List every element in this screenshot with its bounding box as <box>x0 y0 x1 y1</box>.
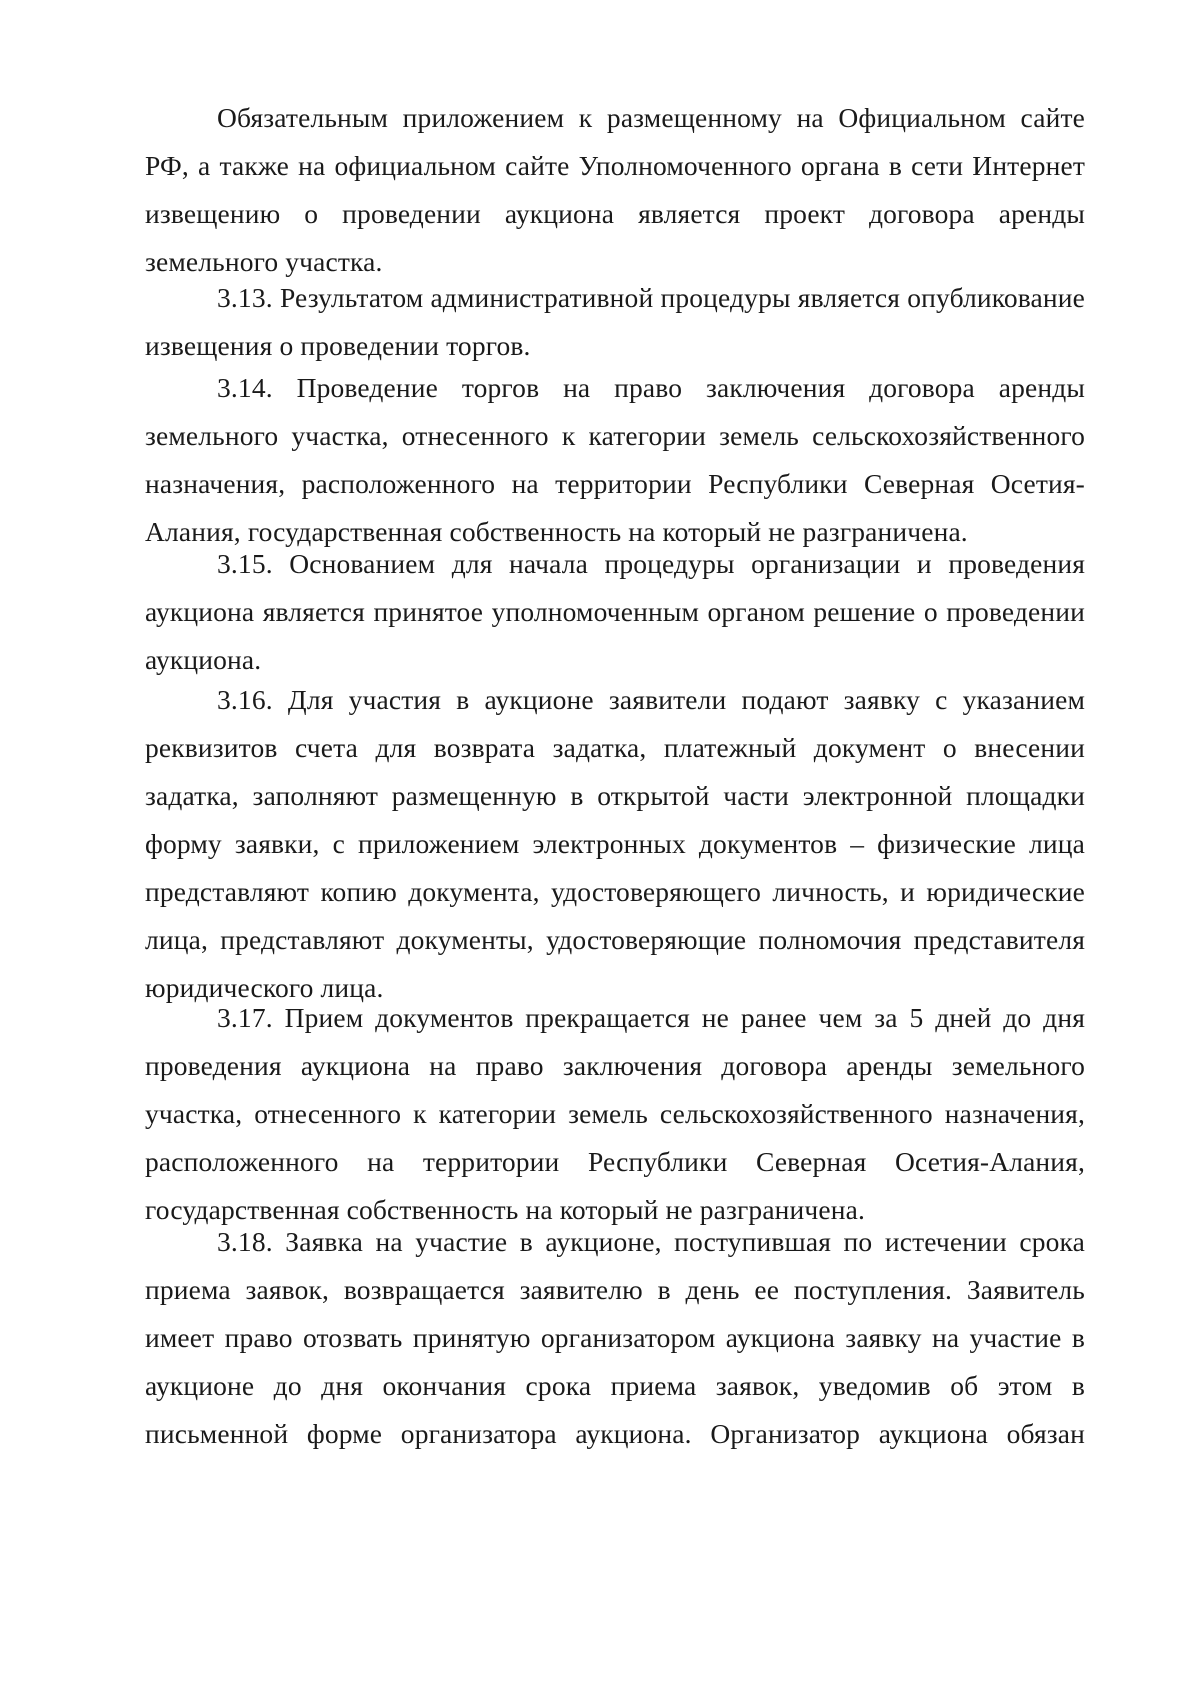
paragraph-3-17 <box>145 994 1085 1234</box>
paragraph-text: Результатом административной процедуры является опубликование извещения о проведении торгов. <box>145 282 1085 361</box>
paragraph-number: 3.15. <box>217 548 273 579</box>
paragraph-text: Проведение торгов на право заключения договора аренды земельного участка, отнесенного к категории земель сельскохозяйственного назначения, расположенного на территории Республики Северная Осетия-Алания, государственная собственность на который не разграничена. <box>145 372 1085 547</box>
paragraph-text: Заявка на участие в аукционе, поступившая по истечении срока приема заявок, возвращается заявителю в день ее поступления. Заявитель имеет право отозвать принятую организатором аукциона заявку на участие в аукционе до дня окончания срока приема заявок, уведомив об этом в письменной форме организатора аукциона. Организатор аукциона обязан <box>145 1226 1085 1449</box>
paragraph-number: 3.16. <box>217 684 273 715</box>
paragraph-3-16 <box>145 676 1085 1012</box>
paragraph-text: Обязательным приложением к размещенному на Официальном сайте РФ, а также на официальном сайте Уполномоченного органа в сети Интернет извещению о проведении аукциона является проект договора аренды земельного участка. <box>145 102 1085 277</box>
paragraph-number: 3.17. <box>217 1002 273 1033</box>
paragraph-3-15 <box>145 540 1085 684</box>
paragraph-text: Для участия в аукционе заявители подают заявку с указанием реквизитов счета для возврата задатка, платежный документ о внесении задатка, заполняют размещенную в открытой части электронной площадки форму заявки, с приложением электронных документов – физические лица представляют копию документа, удостоверяющего личность, и юридические лица, представляют документы, удостоверяющие полномочия представителя юридического лица. <box>145 684 1086 1003</box>
paragraph-number: 3.18. <box>217 1226 273 1257</box>
paragraph-number: 3.14. <box>217 372 273 403</box>
paragraph-intro <box>145 94 1085 286</box>
paragraph-3-13 <box>145 274 1085 370</box>
paragraph-text: Прием документов прекращается не ранее чем за 5 дней до дня проведения аукциона на право заключения договора аренды земельного участка, отнесенного к категории земель сельскохозяйственного назначения, расположенного на территории Республики Северная Осетия-Алания, государственная собственность на который не разграничена. <box>145 1002 1085 1225</box>
paragraph-number: 3.13. <box>217 282 273 313</box>
paragraph-text: Основанием для начала процедуры организации и проведения аукциона является принятое уполномоченным органом решение о проведении аукциона. <box>145 548 1085 675</box>
paragraph-3-14 <box>145 364 1085 556</box>
paragraph-3-18 <box>145 1218 1085 1458</box>
document-page <box>145 0 1085 1687</box>
